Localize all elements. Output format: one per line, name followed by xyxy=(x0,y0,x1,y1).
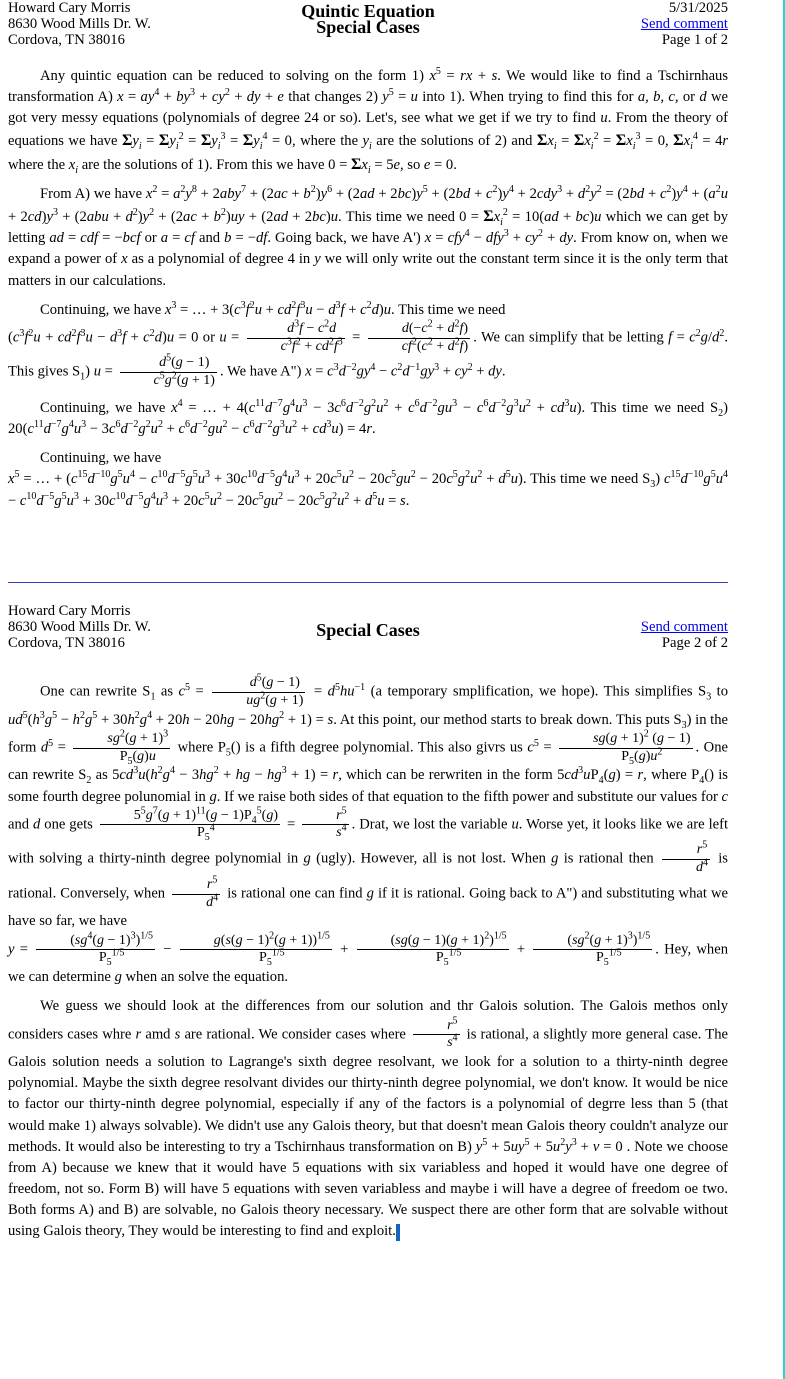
paragraph-2: From A) we have $x^2 = a^2y^8 + 2aby^7 + (2ac + b^2)y^6 + (2ad + 2bc)y^5 + (2bd + c^2)y^4 + 2cdy^3 + d^2y^2 = (2bd + c^2)y^4 + (a^2u + 2cd)y^3 + (2abu + d^2)y^2 + (2ac + b^2)uy + (2ad + 2bc)u$. This time we need $0 = \Sigma x_i^2 = 10(ad + bc)u$ which we can get by letting ad = cdf = −bcf or a = cf and b = −df. Going back, we have A') $x = cfy^4 - dfy^3 + cy^2$ + dy. From know on, when we expand a power of x as a polynomial of degree 4 in y we will only write out the constant term since it is the only term that matters in our calculations. xyxy=(8,183,729,289)
page-2-body xyxy=(8,672,729,1243)
page-2-title: Special Cases xyxy=(316,620,420,640)
author-name: Howard Cary Morris xyxy=(8,603,131,619)
send-comment-link-2[interactable]: Send comment xyxy=(640,619,728,635)
page-number: Page 1 of 2 xyxy=(661,32,728,48)
paragraph-4: Continuing, we have $x^4$ = … + $4(c^{11}d^{-7}g^4u^3 - 3c^6d^{-2}g^2u^2 + c^6d^{-2}gu^3 - c^6d^{-2}g^3u^2 + cd^3u)$. This time we need $S_2$) $20(c^{11}d^{-7}g^4u^3 - 3c^6d^{-2}g^2u^2 + c^6d^{-2}gu^2 - c^6d^{-2}g^3u^2 + cd^3u) = 4r$. xyxy=(8,398,728,438)
paragraph-7: We guess we should look at the differences from our solution and thr Galois solution. The Galois methos only considers cases whre r amd s are rational. We consider cases where $\frac{r^5}{s^4}$ is rational, a slightly more general case. The Galois solution needs a solution to Lagrange's sixth degree resolvant, we look for a solution to a thirty-ninth degree polynomial. Maybe the sixth degree resolvant divides our thirty-ninth degree polynomial, we don't know. It would be nice to factor our thirty-ninth degree polynomial, especially if any of the factors is a polynomial of degrre less than 5 (that would make 1) always solvable). We didn't use any Galois theory, but that doesn't mean Galois theory couldn't analyze our methods. It would also be interesting to try a Tschirnhaus transformation on B) $y^5 + 5uy^5 + 5u^2y^3 + v = 0$ . Note we choose from A) because we knew that it would have 5 equations with six variabless and hoped it would have one degree of freedom, not so. Form B) will have 5 equations with seven variabless and maybe i will have a degree of freedom oe two. Both forms A) and B) are solvable, no Galois theory necessary. We suspect there are other form that are solvable without using Galois theory, They would be interesting to find and exploit. xyxy=(8,998,729,1240)
author-street: 8630 Wood Mills Dr. W. xyxy=(8,16,151,32)
send-comment-link[interactable]: Send comment xyxy=(640,16,728,32)
page-number-2: Page 2 of 2 xyxy=(661,635,728,651)
page-separator xyxy=(8,582,728,583)
page-2-header xyxy=(8,603,728,655)
page-1 xyxy=(8,0,728,512)
paragraph-3: Continuing, we have $x^3$ = … + $3(c^3f^2u + cd^2f^3u - d^3f + c^2d)u$. This time we need $(c^3f^2u + cd^2f^3u - d^3f + c^2d)u = 0$ or u = $\frac{d^3f - c^2d}{c^3f^2 + cd^2f^3}$ = $\frac{d(-c^2 + d^2f)}{cf^2(c^2 + d^2f)}$ . We can simplify that be letting $f = c^2g/d^2$. This gives $S_1$) u = $\frac{d^5(g - 1)}{c^5g^2(g + 1)}$ . We have A") $x = c^3d^{-2}gy^4 - c^2d^{-1}gy^3 + cy^2$ + dy. xyxy=(8,299,728,389)
page-1-body xyxy=(8,66,728,512)
author-name: Howard Cary Morris xyxy=(8,0,131,16)
text-cursor xyxy=(396,1224,400,1241)
date: 5/31/2025 xyxy=(668,0,728,16)
paragraph-6: One can rewrite $S_1$ as $c^5$ = $\frac{d^5(g - 1)}{ug^2(g + 1)}$ = $d^5hu^{-1}$ (a temporary smplification, we hope). This simplifies $S_3$ to $ud^5(h^3g^5 - h^2g^5 + 30h^2g^4 + 20h - 20hg - 20hg^2 + 1) = s$. At this point, our method starts to break down. This puts $S_3$) in the form $d^5$ = $\frac{sg^2(g + 1)^3}{P_5(g)u}$ where $P_5()$ is a fifth degree polynomial. This also givrs us $c^5$ = $\frac{sg(g + 1)^2 (g - 1)}{P_5(g)u^2}$ . One can rewrite $S_2$ as $5cd^3u(h^2g^4 - 3hg^2$ + hg − $hg^3 + 1) = r$, which can be rerwriten in the form $5cd^3uP_4(g) = r$, where $P_4()$ is some fourth degree polunomial in g. If we raise both sides of that equation to the fifth power and substitute our values for c and d one gets $\frac{5^5g^7(g + 1)^{11}(g - 1)P_4^5(g)}{P_5^4}$ = $\frac{r^5}{s^4}$ . Drat, we lost the variable u. Worse yet, it looks like we are left with solving a thirty-ninth degree polynomial in g (ugly). However, all is not lost. When g is rational then $\frac{r^5}{d^4}$ is rational. Conversely, when $\frac{r^5}{d^4}$ is rational one can find g if it is rational. Going back to A") and substituting what we have so far, we have y = $\frac{(sg^4(g - 1)^3)^{1/5}}{P_5^{1/5}}$ − $\frac{g(s(g - 1)^2(g + 1))^{1/5}}{P_5^{1/5}}$ + $\frac{(sg(g - 1)(g + 1)^2)^{1/5}}{P_5^{1/5}}$ + $\frac{(sg^2(g + 1)^3)^{1/5}}{P_5^{1/5}}$ . Hey, when we can determine g when an solve the equation. xyxy=(8,672,729,986)
page-1-header xyxy=(8,0,728,52)
author-street: 8630 Wood Mills Dr. W. xyxy=(8,619,151,635)
page-1-header-right xyxy=(641,0,728,48)
paragraph-5: Continuing, we have $x^5$ = … + $(c^{15}d^{-10}g^5u^4 - c^{10}d^{-5}g^5u^3 + 30c^{10}d^{-5}g^4u^3 + 20c^5u^2 - 20c^5gu^2 - 20c^5g^2u^2 + d^5u)$. This time we need $S_3$) $c^{15}d^{-10}g^5u^4 - c^{10}d^{-5}g^5u^3 + 30c^{10}d^{-5}g^4u^3 + 20c^5u^2 - 20c^5gu^2 - 20c^5g^2u^2 + d^5u = s$. xyxy=(8,450,729,509)
page-title: Quintic Equation xyxy=(301,1,435,21)
page-2 xyxy=(8,603,728,1243)
page-2-header-right xyxy=(641,619,728,651)
page-subtitle: Special Cases xyxy=(316,17,420,37)
author-city: Cordova, TN 38016 xyxy=(8,32,125,48)
author-city: Cordova, TN 38016 xyxy=(8,635,125,651)
paragraph-1: Any quintic equation can be reduced to solving on the form 1) $x^5$ = rx + s. We would like to find a Tschirnhaus transformation A) $x = ay^4 + by^3 + cy^2$ + dy + e that changes 2) $y^5 = u$ into 1). When trying to find this for a, b, c, or d we got very messy equations (polynomials of degree 24 or so). Let's, see what we get if we try to find u. From the theory of equations we have $\Sigma y_i = \Sigma y_i^2 = \Sigma y_i^3 = \Sigma y_i^4 = 0$, where the $y_i$ are the solutions of 2) and $\Sigma x_i = \Sigma x_i^2 = \Sigma x_i^3 = 0$, $\Sigma x_i^4 = 4r$ where the $x_i$ are the solutions of 1). From this we have $0 = \Sigma x_i = 5e$, so e = 0. xyxy=(8,66,729,176)
